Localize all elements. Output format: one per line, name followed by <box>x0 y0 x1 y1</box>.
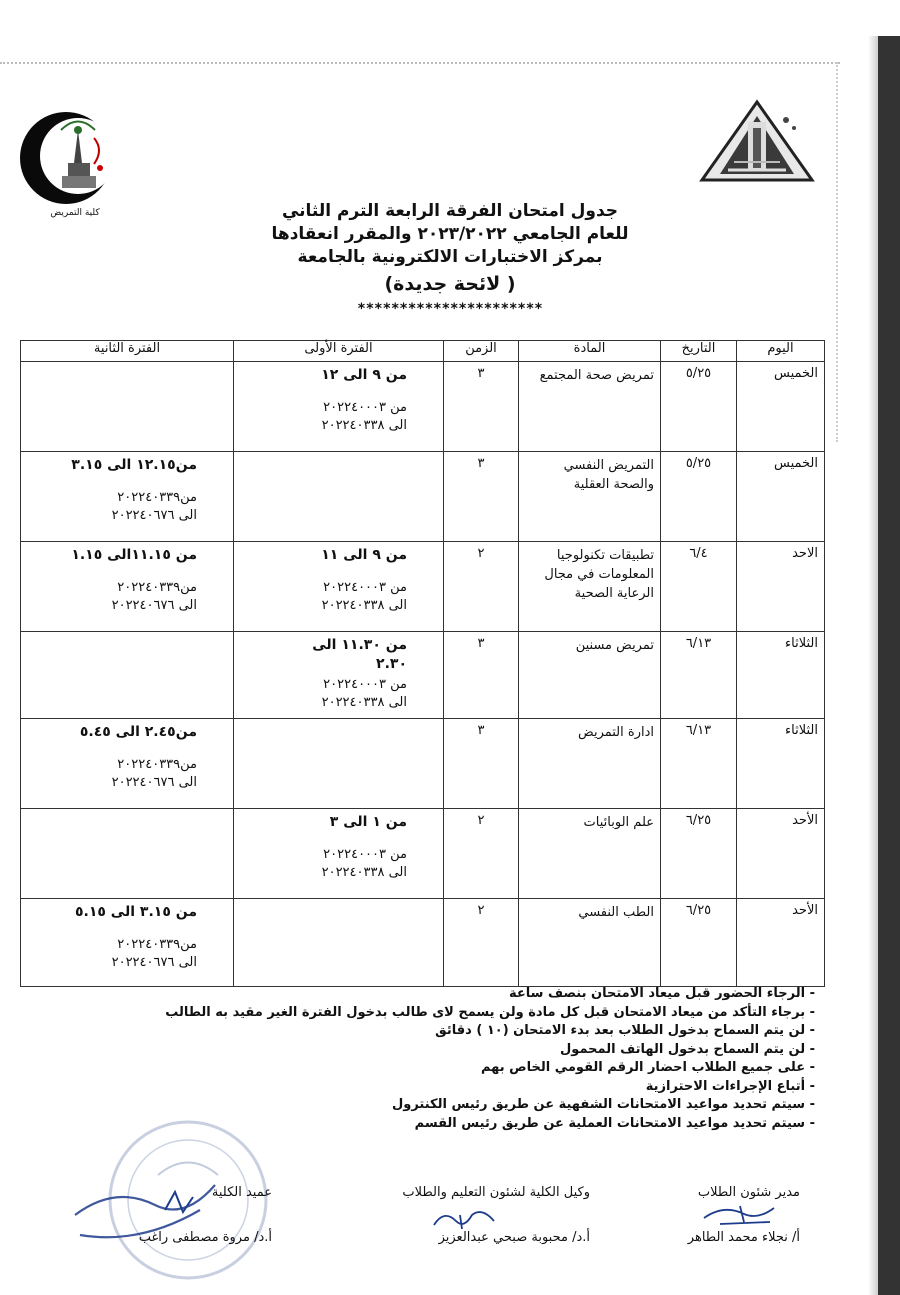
period-range <box>27 756 197 792</box>
cell-period-1 <box>234 452 444 542</box>
list-item: - لن يتم السماح بدخول الطلاب بعد بدء الامتحان (١٠ ) دقائق <box>435 1023 815 1038</box>
cell-period-2 <box>21 719 234 809</box>
range-to: الى ٢٠٢٢٤٠٣٣٨ <box>321 418 407 433</box>
cell-date: ٥/٢٥ <box>661 452 737 542</box>
cell-subject: ادارة التمريض <box>519 719 661 809</box>
range-to: الى ٢٠٢٢٤٠٣٣٨ <box>321 695 407 710</box>
cell-subject: تمريض صحة المجتمع <box>519 362 661 452</box>
cell-period-1 <box>234 809 444 899</box>
table-row <box>21 899 825 987</box>
table-header-row <box>21 341 825 362</box>
cell-duration: ٣ <box>444 632 519 719</box>
table-row <box>21 632 825 719</box>
cell-period-1 <box>234 632 444 719</box>
cell-period-1 <box>234 719 444 809</box>
title-stars-divider: ********************** <box>357 301 543 317</box>
table-row <box>21 362 825 452</box>
list-item: - سيتم تحديد مواعيد الامتحانات الشفهية عن طريق رئيس الكنترول <box>391 1097 815 1112</box>
cell-duration: ٢ <box>444 899 519 987</box>
range-from: من ٢٠٢٢٤٠٠٠٣ <box>323 400 407 415</box>
list-item: - أتباع الإجراءات الاحترازية <box>645 1078 815 1094</box>
list-item: - الرجاء الحضور قبل ميعاد الامتحان بنصف ساعة <box>509 986 815 1001</box>
cell-date: ٦/١٣ <box>661 632 737 719</box>
period-range <box>240 399 407 435</box>
title-line-1: جدول امتحان الفرقة الرابعة الترم الثاني <box>281 201 619 221</box>
cell-day: الأحد <box>737 809 825 899</box>
list-item: - على جميع الطلاب احضار الرقم القومي الخاص بهم <box>480 1060 815 1075</box>
range-from: من ٢٠٢٢٤٠٠٠٣ <box>323 847 407 862</box>
document-title <box>150 200 750 317</box>
cell-subject: الطب النفسي <box>519 899 661 987</box>
range-from: من٢٠٢٢٤٠٣٣٩ <box>117 757 197 772</box>
page-edge-shade <box>868 36 878 1295</box>
page-edge-dark <box>878 36 900 1295</box>
cell-day: الأحد <box>737 899 825 987</box>
cell-duration: ٢ <box>444 542 519 632</box>
header-period-1: الفترة الأولى <box>234 341 444 362</box>
cell-period-2 <box>21 809 234 899</box>
cell-period-1 <box>234 542 444 632</box>
signature-dean <box>72 1185 272 1245</box>
period-time: من ٣.١٥ الى ٥.١٥ <box>74 904 197 920</box>
list-item: - سيتم تحديد مواعيد الامتحانات العملية عن طريق رئيس القسم <box>414 1115 815 1131</box>
faculty-logo-label: كلية التمريض <box>50 208 100 218</box>
period-range <box>240 676 407 712</box>
signature-title: وكيل الكلية لشئون التعليم والطلاب <box>402 1185 590 1200</box>
range-to: الى ٢٠٢٢٤٠٦٧٦ <box>111 598 197 613</box>
title-line-2: للعام الجامعي ٢٠٢٣/٢٠٢٢ والمقرر انعقادها <box>271 224 629 244</box>
period-time: من ٩ الى ١١ <box>321 547 407 563</box>
range-to: الى ٢٠٢٢٤٠٣٣٨ <box>321 865 407 880</box>
range-from: من٢٠٢٢٤٠٣٣٩ <box>117 490 197 505</box>
cell-period-1 <box>234 899 444 987</box>
period-time: من ١١.٣٠ الى ٢.٣٠ <box>312 637 407 672</box>
cell-period-1 <box>234 362 444 452</box>
range-from: من٢٠٢٢٤٠٣٣٩ <box>117 580 197 595</box>
signature-title: عميد الكلية <box>211 1185 272 1200</box>
table-row <box>21 452 825 542</box>
table-row <box>21 719 825 809</box>
cell-date: ٦/٢٥ <box>661 899 737 987</box>
cell-subject: التمريض النفسي والصحة العقلية <box>519 452 661 542</box>
exam-schedule-table <box>20 340 825 987</box>
cell-period-2 <box>21 362 234 452</box>
cell-date: ٦/٤ <box>661 542 737 632</box>
period-range <box>240 846 407 882</box>
signature-name: أ.د/ محبوبة صبحي عبدالعزيز <box>438 1230 590 1245</box>
period-time: من١٢.١٥ الى ٣.١٥ <box>71 457 197 473</box>
cell-duration: ٣ <box>444 719 519 809</box>
table-row <box>21 809 825 899</box>
top-dotted-border <box>0 62 840 64</box>
cell-day: الخميس <box>737 362 825 452</box>
faculty-of-nursing-logo <box>16 108 126 223</box>
period-range <box>27 489 197 525</box>
cell-duration: ٢ <box>444 809 519 899</box>
cell-date: ٦/٢٥ <box>661 809 737 899</box>
cell-subject: تطبيقات تكنولوجيا المعلومات في مجال الرعاية الصحية <box>519 542 661 632</box>
cell-duration: ٣ <box>444 452 519 542</box>
header-date: التاريخ <box>661 341 737 362</box>
header-day: اليوم <box>737 341 825 362</box>
header-duration: الزمن <box>444 341 519 362</box>
range-from: من ٢٠٢٢٤٠٠٠٣ <box>323 580 407 595</box>
header-period-2: الفترة الثانية <box>21 341 234 362</box>
cell-day: الخميس <box>737 452 825 542</box>
list-item: - لن يتم السماح بدخول الهاتف المحمول <box>560 1041 815 1057</box>
range-to: الى ٢٠٢٢٤٠٦٧٦ <box>111 775 197 790</box>
cell-subject: علم الوبائيات <box>519 809 661 899</box>
period-range <box>27 579 197 615</box>
range-from: من٢٠٢٢٤٠٣٣٩ <box>117 937 197 952</box>
range-to: الى ٢٠٢٢٤٠٣٣٨ <box>321 598 407 613</box>
cell-day: الاحد <box>737 542 825 632</box>
table-row <box>21 542 825 632</box>
period-time: من ٩ الى ١٢ <box>321 367 407 383</box>
period-time: من٢.٤٥ الى ٥.٤٥ <box>79 724 197 740</box>
cell-period-2 <box>21 899 234 987</box>
cell-date: ٦/١٣ <box>661 719 737 809</box>
range-to: الى ٢٠٢٢٤٠٦٧٦ <box>111 955 197 970</box>
cell-day: الثلاثاء <box>737 632 825 719</box>
signature-scribble <box>700 1200 790 1228</box>
header-subject: المادة <box>519 341 661 362</box>
range-to: الى ٢٠٢٢٤٠٦٧٦ <box>111 508 197 523</box>
instructions-list <box>150 985 815 1133</box>
cell-duration: ٣ <box>444 362 519 452</box>
title-regulation: ( لائحة جديدة) <box>384 273 516 295</box>
cell-date: ٥/٢٥ <box>661 362 737 452</box>
period-time: من ١١.١٥الى ١.١٥ <box>71 547 197 563</box>
signature-name: أ.د/ مروة مصطفى راغب <box>138 1230 272 1245</box>
signature-title: مدير شئون الطلاب <box>697 1185 800 1200</box>
list-item: - برجاء التأكد من ميعاد الامتحان قبل كل مادة ولن يسمح لاى طالب بدخول الفترة الغير مقيد به الطالب <box>165 1004 815 1020</box>
cell-day: الثلاثاء <box>737 719 825 809</box>
benha-university-logo <box>698 98 816 188</box>
period-range <box>27 936 197 972</box>
title-line-3: بمركز الاختبارات الالكترونية بالجامعة <box>297 247 603 267</box>
signature-scribble <box>430 1205 510 1233</box>
cell-period-2 <box>21 542 234 632</box>
period-range <box>240 579 407 615</box>
cell-subject: تمريض مسنين <box>519 632 661 719</box>
signature-name: أ/ نجلاء محمد الطاهر <box>687 1230 800 1245</box>
cell-period-2 <box>21 452 234 542</box>
side-dotted-border <box>836 62 838 442</box>
range-from: من ٢٠٢٢٤٠٠٠٣ <box>323 677 407 692</box>
period-time: من ١ الى ٣ <box>329 814 407 830</box>
cell-period-2 <box>21 632 234 719</box>
